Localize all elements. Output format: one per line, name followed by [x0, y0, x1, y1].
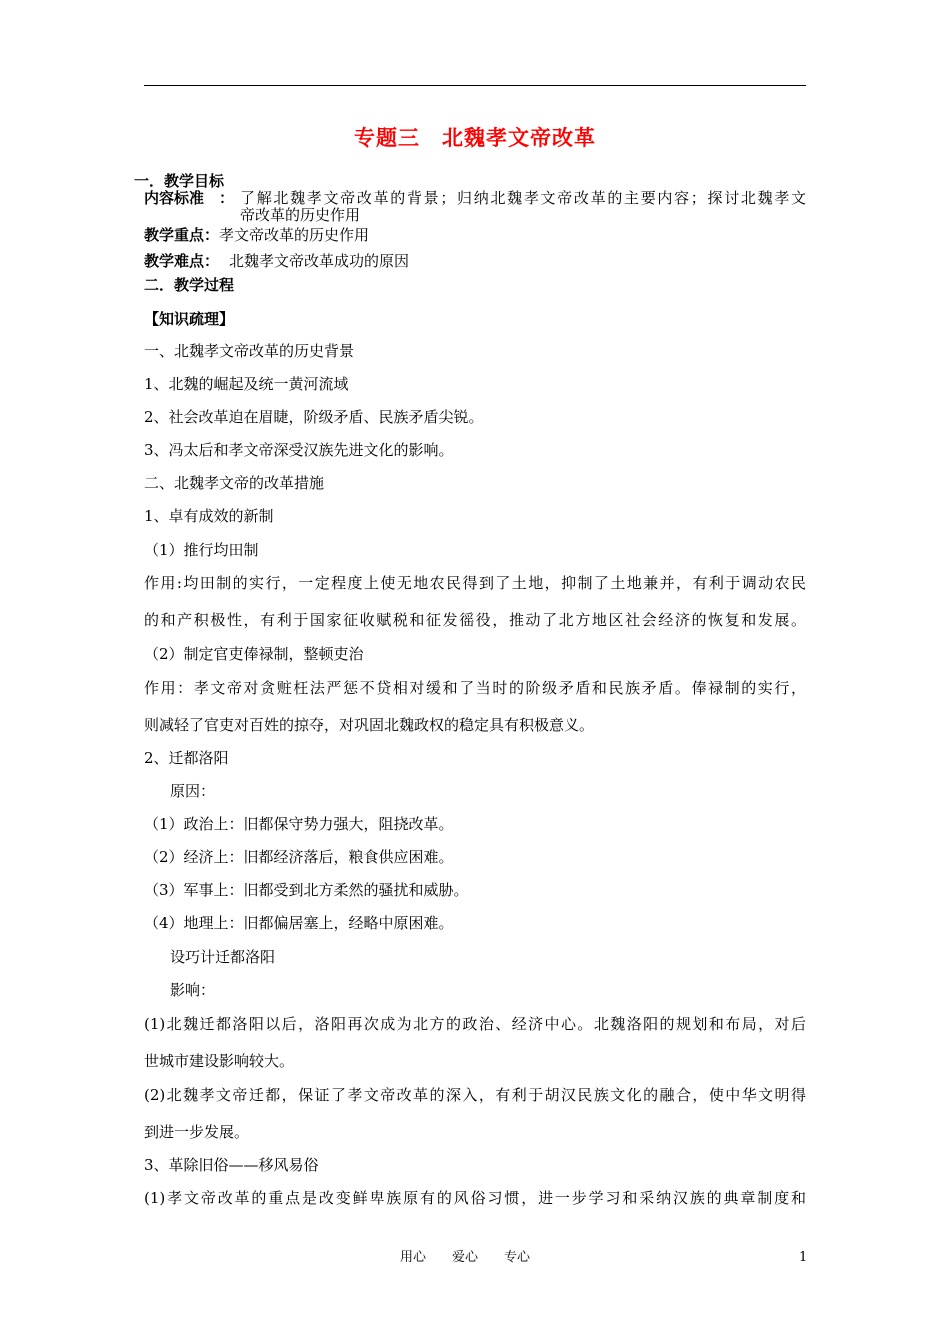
body-line: （1）政治上：旧都保守势力强大，阻挠改革。 [144, 815, 454, 833]
body-line: 一、北魏孝文帝改革的历史背景 [144, 342, 355, 360]
body-line: 作用:均田制的实行，一定程度上使无地农民得到了土地，抑制了土地兼并，有利于调动农民 [144, 574, 806, 592]
section-heading-process: 二．教学过程 [144, 276, 235, 294]
body-line: 二、北魏孝文帝的改革措施 [144, 474, 325, 492]
standard-text: 了解北魏孝文帝改革的背景；归纳北魏孝文帝改革的主要内容；探讨北魏孝文 [240, 189, 806, 207]
body-line: (1)北魏迁都洛阳以后，洛阳再次成为北方的政治、经济中心。北魏洛阳的规划和布局，对后 [144, 1015, 806, 1033]
standard-text-cont: 帝改革的历史作用 [240, 206, 361, 224]
difficulty-point [144, 252, 409, 270]
footer-motto: 用心 爱心 专心 [400, 1250, 531, 1265]
body-line: （1）推行均田制 [144, 541, 259, 559]
body-line: 1、卓有成效的新制 [144, 507, 274, 525]
body-line: 作用：孝文帝对贪赃枉法严惩不贷相对缓和了当时的阶级矛盾和民族矛盾。俸禄制的实行， [144, 679, 806, 697]
body-line: （3）军事上：旧都受到北方柔然的骚扰和威胁。 [144, 881, 469, 899]
knowledge-heading: 【知识疏理】 [144, 310, 235, 328]
body-line: 设巧计迁都洛阳 [170, 948, 276, 966]
key-text: 孝文帝改革的历史作用 [219, 226, 370, 244]
header-rule [144, 85, 806, 86]
body-line: 的和产积极性，有利于国家征收赋税和征发徭役，推动了北方地区社会经济的恢复和发展。 [144, 611, 806, 629]
body-line: （2）经济上：旧都经济落后，粮食供应困难。 [144, 848, 454, 866]
difficulty-text: 北魏孝文帝改革成功的原因 [229, 252, 410, 270]
body-line: 则减轻了官吏对百姓的掠夺，对巩固北魏政权的稳定具有积极意义。 [144, 716, 595, 734]
body-line: （4）地理上：旧都偏居塞上，经略中原困难。 [144, 914, 454, 932]
body-line: (2)北魏孝文帝迁都，保证了孝文帝改革的深入，有利于胡汉民族文化的融合，使中华文明得 [144, 1086, 806, 1104]
difficulty-label: 教学难点： [144, 252, 220, 270]
body-line: 2、社会改革迫在眉睫，阶级矛盾、民族矛盾尖锐。 [144, 408, 484, 426]
body-line: 影响： [170, 981, 216, 999]
page-number: 1 [799, 1250, 808, 1265]
body-line: 原因： [170, 782, 216, 800]
body-line: 世城市建设影响较大。 [144, 1052, 295, 1070]
key-point [144, 226, 369, 244]
body-line: 到进一步发展。 [144, 1123, 250, 1141]
body-line: 3、冯太后和孝文帝深受汉族先进文化的影响。 [144, 441, 454, 459]
body-line: 2、迁都洛阳 [144, 749, 229, 767]
standard-label: 内容标准 ： [144, 189, 235, 207]
body-line: (1)孝文帝改革的重点是改变鲜卑族原有的风俗习惯，进一步学习和采纳汉族的典章制度和 [144, 1189, 806, 1207]
body-line: 1、北魏的崛起及统一黄河流域 [144, 375, 349, 393]
section-heading-objectives: 一．教学目标 [134, 172, 225, 190]
page-title: 专题三 北魏孝文帝改革 [354, 126, 596, 150]
body-line: （2）制定官吏俸禄制，整顿吏治 [144, 645, 364, 663]
body-line: 3、革除旧俗——移风易俗 [144, 1156, 319, 1174]
key-label: 教学重点： [144, 226, 220, 244]
